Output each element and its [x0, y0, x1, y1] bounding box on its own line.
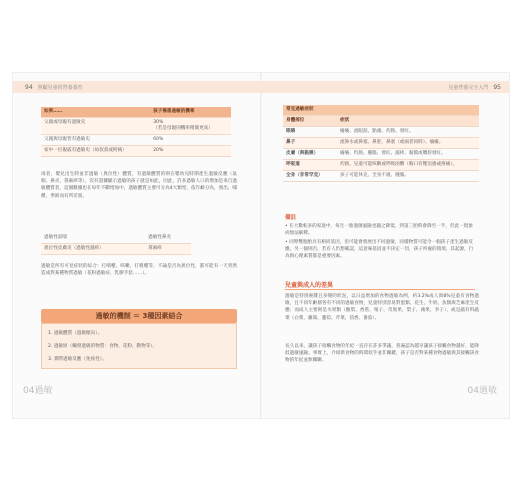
allergy-mechanism-banner: 過敏的機制 ＝ 3種因素結合	[41, 309, 237, 323]
left-page-number: 94	[25, 83, 33, 91]
table-cell: 灼熱、兒童可能咳嗽或呼吸困難（胸口有壓迫感或疼痛）。	[337, 160, 479, 171]
table-cell: 全身（非常罕見）	[283, 171, 337, 182]
table-row	[283, 149, 479, 160]
section-divider	[285, 289, 475, 290]
symptoms-table	[283, 105, 479, 182]
left-running-header: 照顧兒童的營養養育	[37, 84, 83, 91]
right-header	[448, 81, 501, 93]
table-header: 身體部位	[283, 116, 337, 127]
factors-box	[41, 323, 237, 369]
body-paragraph: 過敏是特別複雜且多變的狀況，以日益增加的食物過敏為例，約3.2%成人與8%兒童有食物過敏，且不同年齡層各有不同的過敏食物，兒童特別容易對蛋類、花生、牛奶、魚類與芝麻產生反應；而成人主要則是水果類（酪梨、香蕉、栗子、奇異果、梨子、蘋果、李子）、或是蔬有料蔬菜（白菜、蘿蔔、蘆筍、芹菜、茴香、番茄）。	[285, 294, 479, 321]
right-footer: 04過敏	[467, 386, 497, 396]
note-item: • 同卵雙胞胎具有相同基因，但可能會發展出不同過敏，同樣物質可能令一個孩子產生過敏反應，另一個則否，若有人仍想確認，這意味基因並不決定一切，孩子所處的環境、其起源，行為與心理素質都是重要因素。	[285, 240, 474, 259]
table-cell: 蕁麻疹	[145, 244, 191, 255]
right-page	[261, 73, 509, 418]
table-cell: 孩子可能休克、全身不適、腫脹。	[337, 171, 479, 182]
table-title-row	[283, 105, 479, 116]
table-row	[41, 135, 231, 146]
table-cell: 流鼻水或鼻塞、鼻腔、鼻塞（或兩者同時）、癢癢。	[337, 138, 479, 149]
table-row	[41, 244, 191, 255]
allergy-types-table	[41, 233, 191, 255]
allergy-risk-table	[41, 107, 231, 157]
note-item: • 在大數較多的家庭中，每生一胎過敏風險也隨之降低，到第三胎時會降至一半，但此一現象尚無法解釋。	[285, 224, 473, 236]
table-cell: 皮膚（與黏膜）	[283, 149, 337, 160]
body-paragraph: 長久以來，讓孩子接觸食物的年紀一直存在許多爭議，普遍認為越早讓孩子接觸食物越好，能降低過敏風險。事實上，介紹新食物的時間似乎並非關鍵，孩子是否對某種食物過敏與其接觸該食物的年紀並無關聯。	[285, 344, 479, 364]
left-footer: 04過敏	[23, 386, 53, 396]
table-cell: 父親或母親有過敏史	[41, 118, 150, 135]
book-spread	[12, 72, 510, 419]
table-cell: 過敏性鼻炎	[145, 233, 191, 244]
factor-item: 3. 實際過敏反應（免疫性）。	[48, 357, 107, 362]
table-cell: 60%	[150, 135, 231, 146]
table-header-row	[283, 116, 479, 127]
table-cell: 30% （若是母親則機率稍微更高）	[150, 118, 231, 135]
section-title: 兒童與成人的差異	[285, 282, 334, 289]
table-cell: 異位性皮膚炎（過敏性濕疹）	[41, 244, 145, 255]
table-header: 症狀	[337, 116, 479, 127]
table-cell: 癢癢、灼熱、腫脹、發紅、濕疹、黏膜或嘴唇發紅。	[337, 149, 479, 160]
table-cell: 癢癢、流眼淚、點頭、灼熱、發紅。	[337, 127, 479, 138]
table-header: 孩子罹患過敏的機率	[150, 107, 231, 118]
left-header	[25, 81, 83, 93]
table-row	[283, 127, 479, 138]
table-cell: 鼻子	[283, 138, 337, 149]
table-row	[283, 171, 479, 182]
table-cell: 家中一位親戚有過敏史（如叔叔或阿姨）	[41, 146, 150, 157]
table-row	[41, 233, 191, 244]
right-running-header: 兒童營養完全入門	[448, 84, 489, 91]
table-cell: 20%	[150, 146, 231, 157]
intro-paragraph: 再者，嬰兒出生時並非過敏（異位性）體質，有過敏體質的則在嬰幼兒時期產生過敏反應（氣喘、鼻炎、蕁麻疹等），沒有證據顯示過敏的孩子就是如此，因此，許多過敏人口的增加是來自過敏體質者，這個數據也在每年不斷增加中，過敏體質主要可分為4大類型，依年齡分為，發出、哺餵、季節而有所差異。	[41, 172, 237, 199]
symptoms-table-title: 常見過敏症狀	[283, 105, 479, 116]
right-page-number: 95	[493, 83, 501, 91]
table-row	[41, 146, 231, 157]
table-cell: 過敏性氣喘	[41, 233, 145, 244]
table-header-row	[41, 107, 231, 118]
table-row	[41, 118, 231, 135]
table-cell: 父親與母親皆有過敏史	[41, 135, 150, 146]
left-page	[13, 73, 261, 418]
table-cell: 眼睛	[283, 127, 337, 138]
table-cell: 呼吸道	[283, 160, 337, 171]
allergy-paragraph: 過敏是所有可見症狀的綜合：打噴嚏、咳嗽、打噴嚏等，不論是否為異位性，都可能有一天突然造成對某種物質過敏（花粉過敏症、乳膠手套……）。	[41, 264, 237, 277]
note-title: 備註	[285, 215, 297, 221]
table-row	[283, 138, 479, 149]
factor-item: 2. 過敏原（觸發過敏的物質：食物、花粉、動物等）。	[48, 344, 158, 349]
table-row	[283, 160, 479, 171]
table-header: 如果……	[41, 107, 150, 118]
factor-item: 1. 過敏體質（過敏傾向）。	[48, 331, 103, 336]
